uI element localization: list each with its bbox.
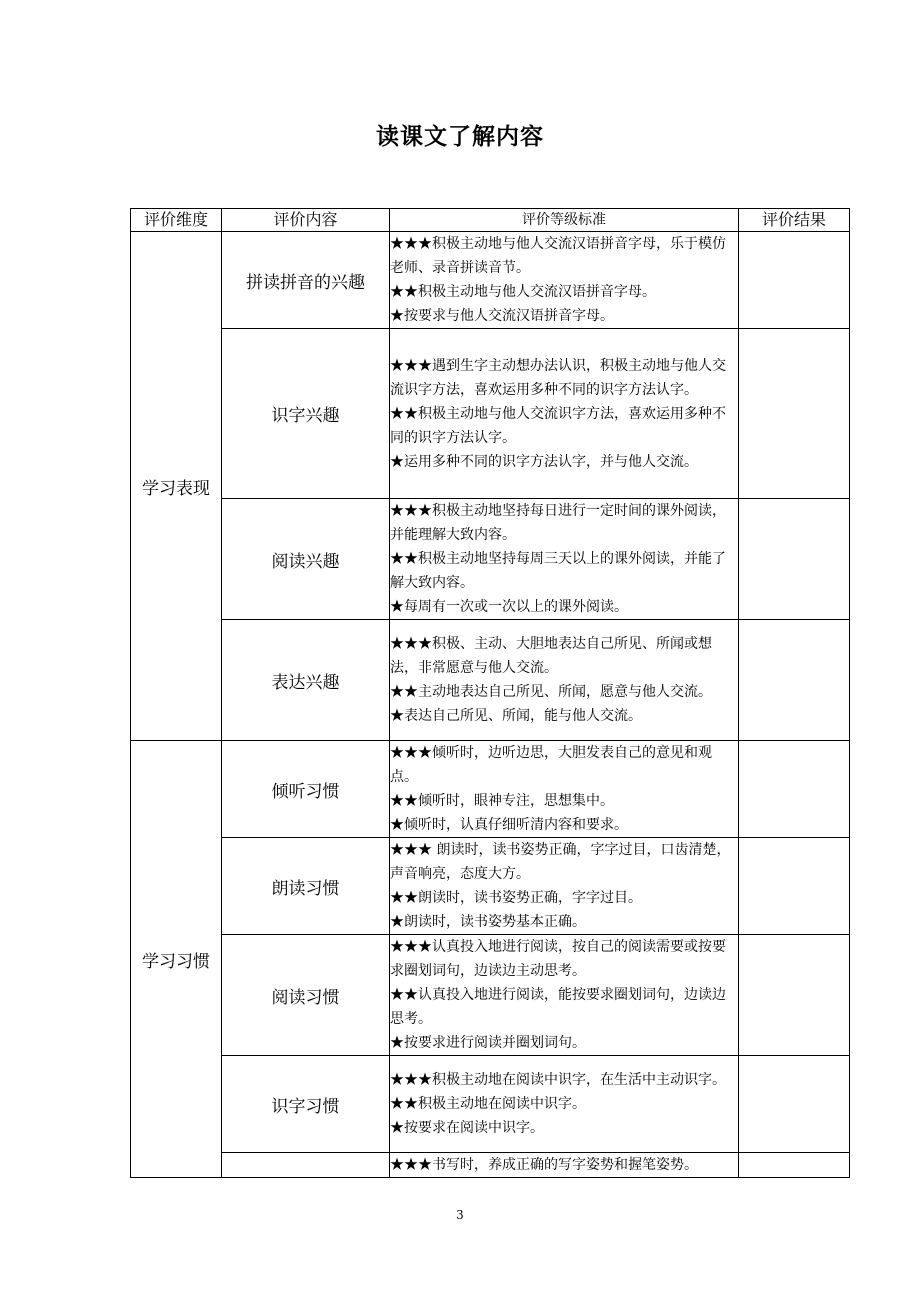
level-two-star: ★★朗读时，读书姿势正确，字字过目。 [390,890,642,906]
page-number: 3 [456,1208,464,1222]
header-dimension: 评价维度 [131,209,222,232]
level-two-star: ★★积极主动地坚持每周三天以上的课外阅读，并能了解大致内容。 [390,551,726,591]
content-cell [222,1153,390,1178]
table-row [131,1153,850,1178]
header-standard: 评价等级标准 [390,209,739,232]
level-two-star: ★★积极主动地与他人交流识字方法，喜欢运用多种不同的识字方法认字。 [390,405,726,446]
content-cell: 阅读兴趣 [222,499,390,620]
level-three-star: ★★★倾听时，边听边思，大胆发表自己的意见和观点。 [390,745,712,785]
level-two-star: ★★主动地表达自己所见、所闻，愿意与他人交流。 [390,684,712,700]
table-row [131,499,850,620]
content-cell: 拼读拼音的兴趣 [222,232,390,329]
table-header-row [131,209,850,232]
level-three-star: ★★★积极主动地坚持每日进行一定时间的课外阅读，并能理解大致内容。 [390,503,726,543]
header-content: 评价内容 [222,209,390,232]
header-result: 评价结果 [739,209,850,232]
result-cell [739,329,850,499]
criteria-cell [390,499,739,620]
level-one-star: ★朗读时，读书姿势基本正确。 [390,914,586,930]
level-three-star: ★★★认真投入地进行阅读，按自己的阅读需要或按要求圈划词句，边读边主动思考。 [390,939,726,979]
dimension-cell: 学习习惯 [131,741,222,1178]
content-cell: 表达兴趣 [222,620,390,741]
result-cell [739,1153,850,1178]
level-two-star: ★★积极主动地与他人交流汉语拼音字母。 [390,284,656,300]
level-one-star: ★每周有一次或一次以上的课外阅读。 [390,599,628,615]
level-three-star: ★★★积极、主动、大胆地表达自己所见、所闻或想法，非常愿意与他人交流。 [390,636,712,676]
table-row [131,620,850,741]
content-cell: 阅读习惯 [222,935,390,1056]
level-one-star: ★运用多种不同的识字方法认字，并与他人交流。 [390,453,698,470]
table-row [131,232,850,329]
table-row [131,935,850,1056]
table-row [131,741,850,838]
level-two-star: ★★积极主动地在阅读中识字。 [390,1096,586,1112]
criteria-cell [390,838,739,935]
evaluation-table [130,208,850,1178]
content-cell: 识字习惯 [222,1056,390,1153]
level-two-star: ★★认真投入地进行阅读，能按要求圈划词句，边读边思考。 [390,987,726,1027]
level-three-star: ★★★积极主动地在阅读中识字，在生活中主动识字。 [390,1072,726,1088]
criteria-cell [390,620,739,741]
content-cell: 识字兴趣 [222,329,390,499]
criteria-cell [390,1056,739,1153]
page-title: 读课文了解内容 [376,124,544,150]
criteria-cell [390,329,739,499]
result-cell [739,1056,850,1153]
result-cell [739,232,850,329]
result-cell [739,499,850,620]
result-cell [739,838,850,935]
level-three-star: ★★★遇到生字主动想办法认识，积极主动地与他人交流识字方法，喜欢运用多种不同的识字方法认字。 [390,357,726,398]
level-one-star: ★按要求进行阅读并圈划词句。 [390,1035,586,1051]
level-one-star: ★按要求与他人交流汉语拼音字母。 [390,308,614,324]
result-cell [739,620,850,741]
level-two-star: ★★倾听时，眼神专注，思想集中。 [390,793,614,809]
level-three-star: ★★★积极主动地与他人交流汉语拼音字母，乐于模仿老师、录音拼读音节。 [390,236,726,276]
criteria-cell [390,935,739,1056]
level-one-star: ★表达自己所见、所闻，能与他人交流。 [390,708,642,724]
level-three-star: ★★★书写时，养成正确的写字姿势和握笔姿势。 [390,1157,698,1173]
result-cell [739,935,850,1056]
content-cell: 倾听习惯 [222,741,390,838]
criteria-cell [390,1153,739,1178]
table-row [131,1056,850,1153]
table-row [131,329,850,499]
dimension-cell: 学习表现 [131,232,222,741]
table-row [131,838,850,935]
level-one-star: ★倾听时，认真仔细听清内容和要求。 [390,817,628,833]
criteria-cell [390,741,739,838]
result-cell [739,741,850,838]
criteria-cell [390,232,739,329]
level-three-star: ★★★ 朗读时，读书姿势正确，字字过目，口齿清楚，声音响亮，态度大方。 [390,842,731,882]
level-one-star: ★按要求在阅读中识字。 [390,1120,544,1136]
content-cell: 朗读习惯 [222,838,390,935]
